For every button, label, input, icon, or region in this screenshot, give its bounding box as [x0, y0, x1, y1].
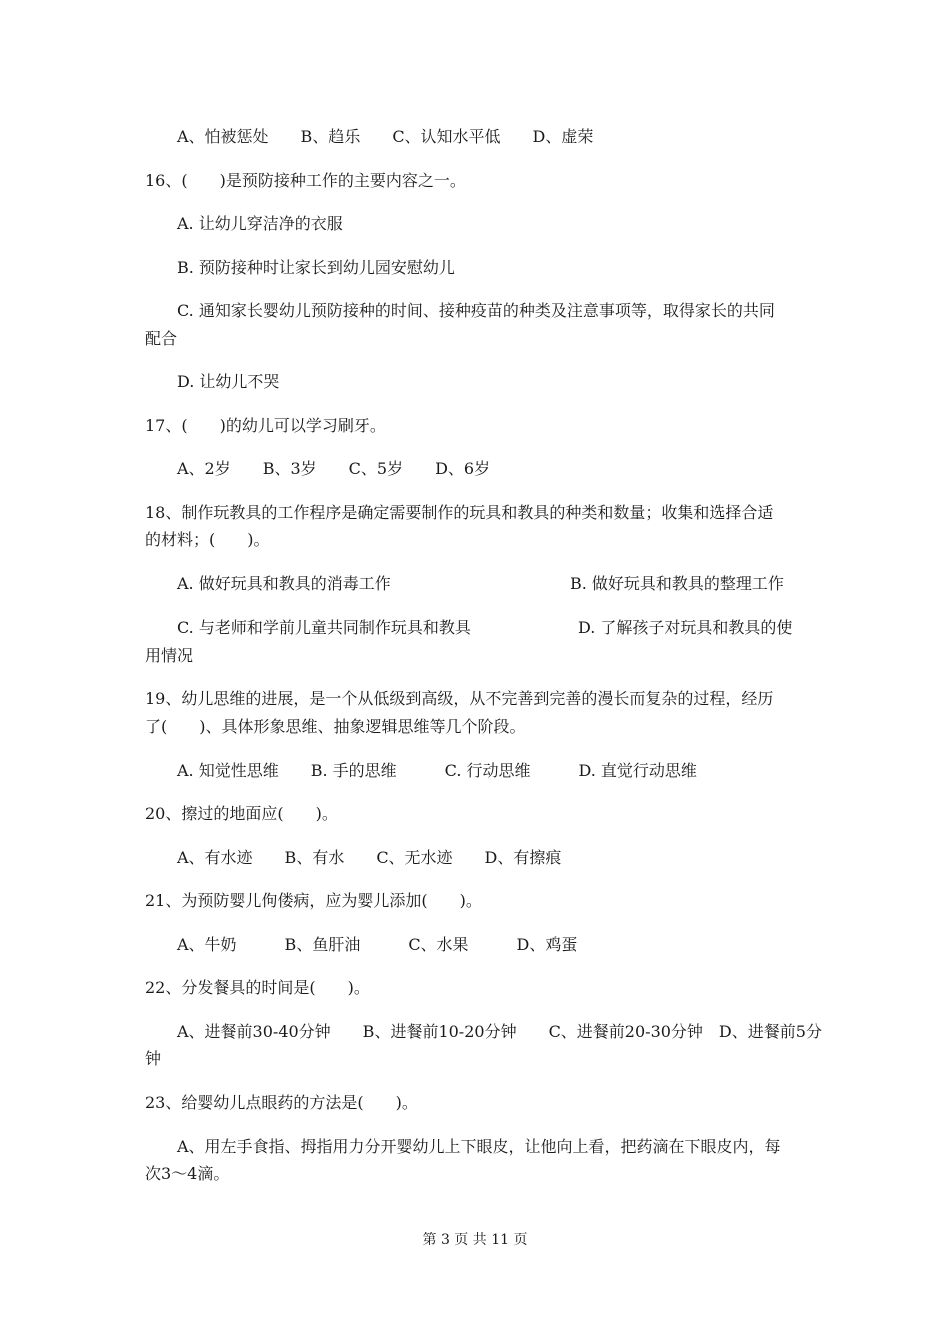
q21-stem: 21、为预防婴儿佝偻病，应为婴儿添加( )。	[145, 891, 482, 910]
q16-option-c-line1: C. 通知家长婴幼儿预防接种的时间、接种疫苗的种类及注意事项等，取得家长的共同	[177, 301, 775, 320]
q23-option-a-line2: 次3～4滴。	[145, 1164, 230, 1183]
q20-options: A、有水迹 B、有水 C、无水迹 D、有擦痕	[177, 848, 562, 867]
q18-stem-line1: 18、制作玩教具的工作程序是确定需要制作的玩具和教具的种类和数量；收集和选择合适	[145, 503, 774, 522]
q21-options: A、牛奶 B、鱼肝油 C、水果 D、鸡蛋	[177, 935, 578, 954]
q22-stem: 22、分发餐具的时间是( )。	[145, 978, 370, 997]
q16-option-c-line2: 配合	[145, 329, 178, 348]
q16-option-b: B. 预防接种时让家长到幼儿园安慰幼儿	[177, 258, 455, 277]
q17-options: A、2岁 B、3岁 C、5岁 D、6岁	[177, 459, 491, 478]
q16-stem: 16、( )是预防接种工作的主要内容之一。	[145, 171, 466, 190]
q18-option-d-line1: D. 了解孩子对玩具和教具的使	[578, 618, 793, 637]
q18-option-a: A. 做好玩具和教具的消毒工作	[177, 574, 391, 593]
q20-stem: 20、擦过的地面应( )。	[145, 804, 338, 823]
q19-stem-line2: 了( )、具体形象思维、抽象逻辑思维等几个阶段。	[145, 717, 526, 736]
q23-stem: 23、给婴幼儿点眼药的方法是( )。	[145, 1093, 418, 1112]
q18-option-d-line2: 用情况	[145, 646, 194, 665]
q19-stem-line1: 19、幼儿思维的进展，是一个从低级到高级，从不完善到完善的漫长而复杂的过程，经历	[145, 689, 774, 708]
q19-options: A. 知觉性思维 B. 手的思维 C. 行动思维 D. 直觉行动思维	[177, 761, 697, 780]
page-number: 第 3 页 共 11 页	[422, 1232, 528, 1248]
q16-option-d: D. 让幼儿不哭	[177, 372, 280, 391]
q22-options-line2: 钟	[145, 1049, 162, 1068]
q17-stem: 17、( )的幼儿可以学习刷牙。	[145, 416, 386, 435]
q18-option-b: B. 做好玩具和教具的整理工作	[570, 574, 784, 593]
q18-option-c: C. 与老师和学前儿童共同制作玩具和教具	[177, 618, 471, 637]
q16-option-a: A. 让幼儿穿洁净的衣服	[177, 214, 343, 233]
q23-option-a-line1: A、用左手食指、拇指用力分开婴幼儿上下眼皮，让他向上看，把药滴在下眼皮内，每	[177, 1137, 781, 1156]
q22-options-line1: A、进餐前30-40分钟 B、进餐前10-20分钟 C、进餐前20-30分钟 D、进餐前5分	[177, 1022, 822, 1041]
q15-options: A、怕被惩处 B、趋乐 C、认知水平低 D、虚荣	[177, 127, 594, 146]
q18-stem-line2: 的材料；( )。	[145, 530, 270, 549]
